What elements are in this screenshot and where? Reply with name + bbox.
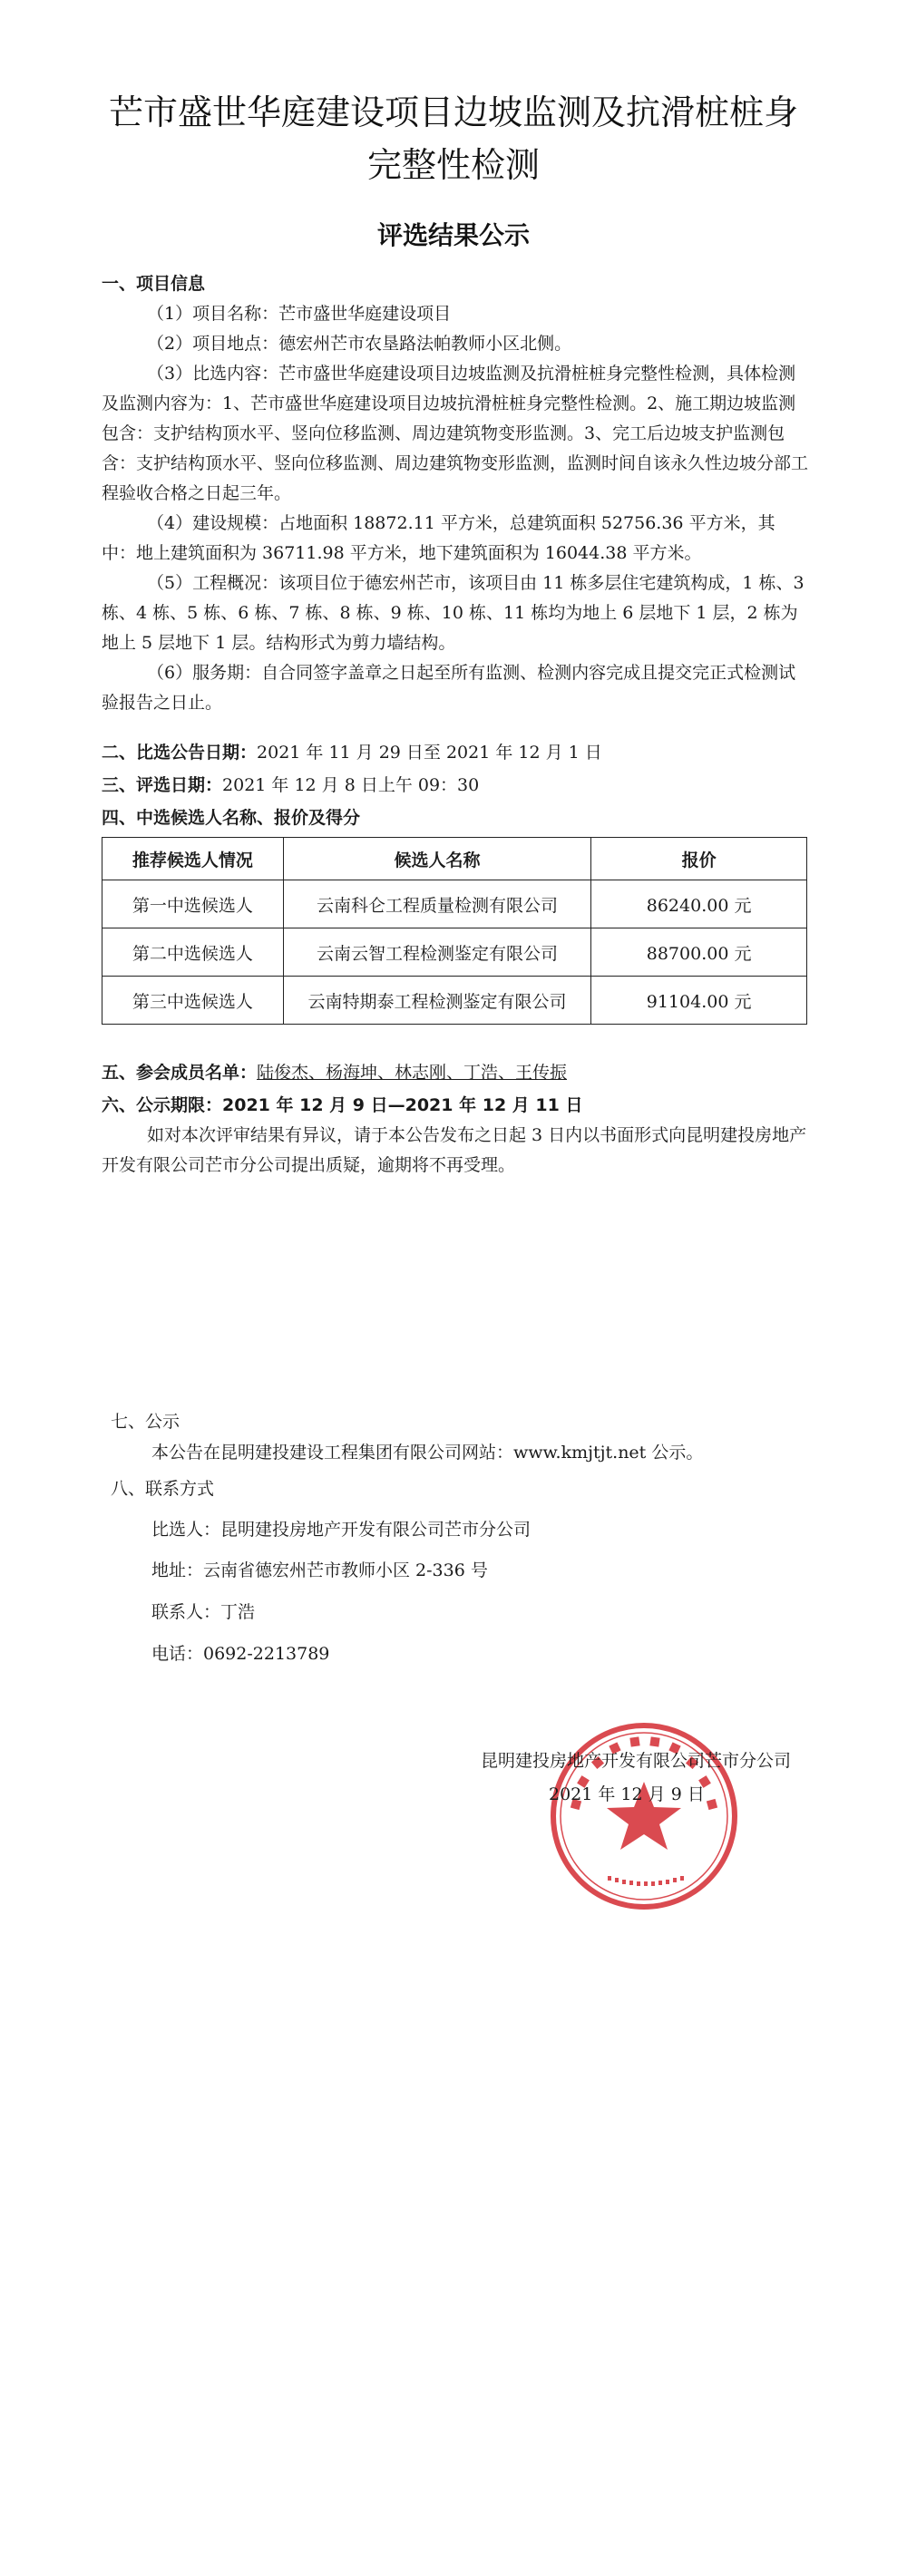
table-row [102,928,807,977]
candidates-table [102,837,807,1025]
contact-phone: 电话：0692-2213789 [151,1644,330,1664]
title-line-1: 芒市盛世华庭建设项目边坡监测及抗滑桩桩身 [108,92,798,132]
section-3-heading: 三、评选日期： [102,775,223,795]
candidate-price: 88700.00 元 [591,928,807,977]
table-header-row [102,838,807,880]
table-header-cell: 报价 [591,838,807,880]
candidate-price: 86240.00 元 [591,880,807,928]
title-line-2: 完整性检测 [366,145,540,185]
table-row [102,880,807,928]
table-header-cell: 候选人名称 [283,838,591,880]
table-header-cell: 推荐候选人情况 [102,838,284,880]
table-row [102,977,807,1025]
company-seal-icon [544,1716,744,1916]
announcement-date-row [102,739,602,763]
project-name: （1）项目名称：芒市盛世华庭建设项目 [147,304,452,324]
project-overview: （5）工程概况：该项目位于德宏州芒市，该项目由 11 栋多层住宅建筑构成，1 栋、3 栋、4 栋、5 栋、6 栋、7 栋、8 栋、9 栋、10 栋、11 栋均为地上 6 层地下 1 层，2 栋为地上 5 层地下 1 层。结构形式为剪力墙结构。 [102,573,805,653]
signature-organization: 昆明建投房地产开发有限公司芒市分公司 [481,1751,792,1771]
evaluation-date-row [102,772,479,796]
section-7-heading: 七、公示 [111,1412,180,1432]
publication-notice: 本公告在昆明建投建设工程集团有限公司网站：www.kmjtjt.net 公示。 [151,1443,704,1463]
candidate-name: 云南科仑工程质量检测有限公司 [283,880,591,928]
construction-scale: （4）建设规模：占地面积 18872.11 平方米，总建筑面积 52756.36 平方米，其中：地上建筑面积为 36711.98 平方米，地下建筑面积为 16044.38 平方米。 [102,513,775,563]
selection-content: （3）比选内容：芒市盛世华庭建设项目边坡监测及抗滑桩桩身完整性检测，具体检测及监测内容为：1、芒市盛世华庭建设项目边坡抗滑桩桩身完整性检测。2、施工期边坡监测包含：支护结构顶水平、竖向位移监测、周边建筑物变形监测。3、完工后边坡支护监测包含：支护结构顶水平、竖向位移监测、周边建筑物变形监测，监测时间自该永久性边坡分部工程验收合格之日起三年。 [102,364,809,503]
candidate-price: 91104.00 元 [591,977,807,1025]
candidate-rank: 第一中选候选人 [102,880,284,928]
section-2-heading: 二、比选公告日期： [102,743,258,763]
candidate-rank: 第三中选候选人 [102,977,284,1025]
contact-person: 联系人：丁浩 [151,1602,256,1622]
contact-buyer: 比选人：昆明建投房地产开发有限公司芒市分公司 [151,1520,532,1540]
signature-date: 2021 年 12 月 9 日 [549,1784,705,1804]
section-8-heading: 八、联系方式 [111,1479,215,1499]
section-5-heading: 五、参会成员名单： [102,1063,258,1083]
announcement-date: 2021 年 11 月 29 日至 2021 年 12 月 1 日 [257,743,602,763]
members-list: 陆俊杰、杨海坤、林志刚、丁浩、王传振 [257,1063,568,1083]
project-location: （2）项目地点：德宏州芒市农垦路法帕教师小区北侧。 [147,334,572,354]
candidate-name: 云南特期泰工程检测鉴定有限公司 [283,977,591,1025]
candidate-name: 云南云智工程检测鉴定有限公司 [283,928,591,977]
objection-notice: 如对本次评审结果有异议，请于本公告发布之日起 3 日内以书面形式向昆明建投房地产开发有限公司芒市分公司提出质疑，逾期将不再受理。 [102,1125,807,1175]
evaluation-date: 2021 年 12 月 8 日上午 09：30 [222,775,480,795]
members-row [102,1059,567,1084]
candidate-rank: 第二中选候选人 [102,928,284,977]
service-period: （6）服务期：自合同签字盖章之日起至所有监测、检测内容完成且提交完正式检测试验报告之日止。 [102,663,796,713]
section-6-heading: 六、公示期限：2021 年 12 月 9 日—2021 年 12 月 11 日 [102,1095,583,1115]
section-4-heading: 四、中选候选人名称、报价及得分 [102,808,361,828]
section-1-heading: 一、项目信息 [102,274,206,294]
document-title [91,86,816,191]
document-subtitle: 评选结果公示 [376,220,530,250]
contact-address: 地址：云南省德宏州芒市教师小区 2-336 号 [151,1560,488,1580]
